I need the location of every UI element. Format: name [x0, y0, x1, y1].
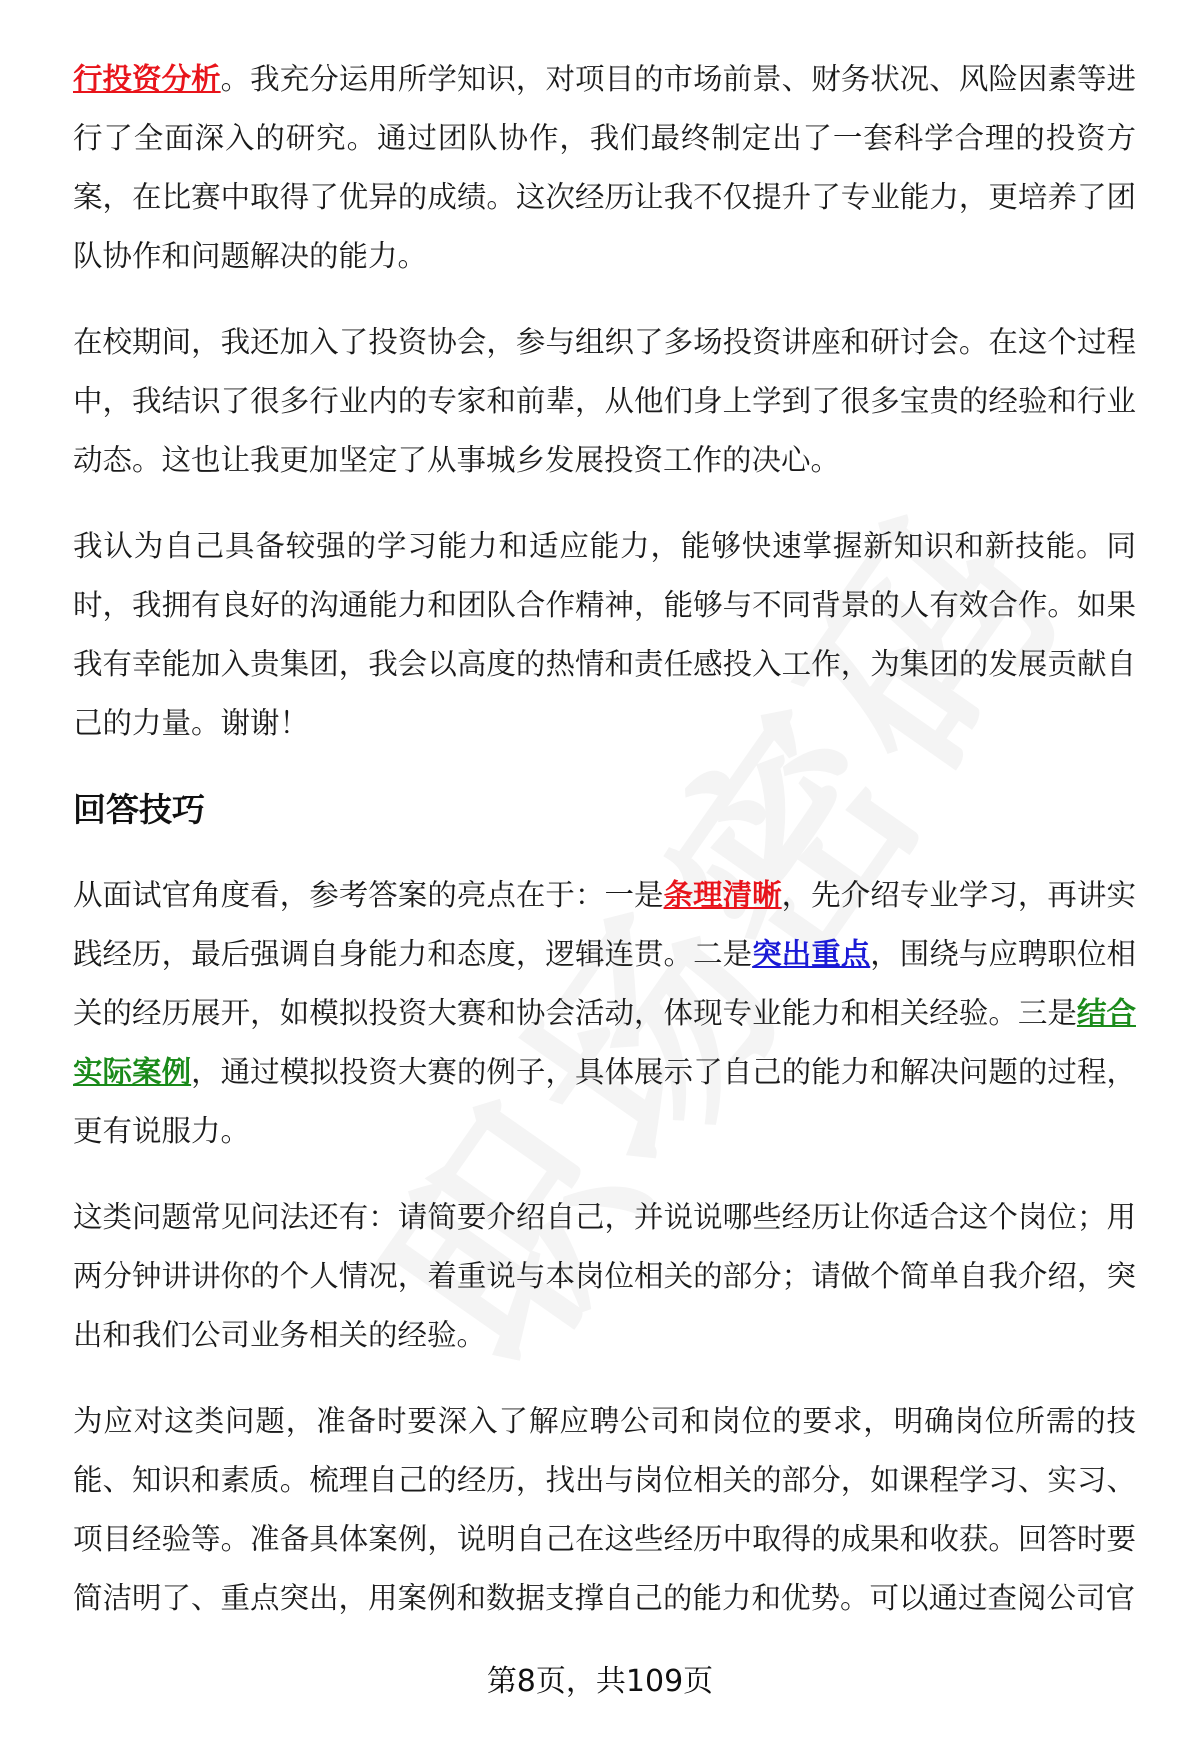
- page-number: 第8页，共109页: [486, 1664, 714, 1699]
- paragraph: [73, 50, 1136, 286]
- paragraph: 在校期间，我还加入了投资协会，参与组织了多场投资讲座和研讨会。在这个过程中，我结识了很多行业内的专家和前辈，从他们身上学到了很多宝贵的经验和行业动态。这也让我更加坚定了从事城乡发展投资工作的决心。: [73, 325, 1136, 477]
- text: ，先介绍专业学习，再讲实践经历，最后强调自身能力和态度，逻辑连贯。二是: [73, 878, 1136, 971]
- text: ，围绕与应聘职位相关的经历展开，如模拟投资大赛和协会活动，体现专业能力和相关经验。三是: [73, 937, 1136, 1030]
- text: 。我充分运用所学知识，对项目的市场前景、财务状况、风险因素等进行了全面深入的研究。通过团队协作，我们最终制定出了一套科学合理的投资方案，在比赛中取得了优异的成绩。这次经历让我不仅提升了专业能力，更培养了团队协作和问题解决的能力。: [73, 62, 1136, 273]
- section-heading: 回答技巧: [73, 790, 205, 829]
- highlight-red: 条理清晰: [663, 878, 782, 912]
- document-body: [73, 50, 1136, 1655]
- highlight-green: 结合实际案例: [73, 996, 1136, 1089]
- text: 从面试官角度看，参考答案的亮点在于：一是: [73, 878, 664, 912]
- paragraph: 我认为自己具备较强的学习能力和适应能力，能够快速掌握新知识和新技能。同时，我拥有良好的沟通能力和团队合作精神，能够与不同背景的人有效合作。如果我有幸能加入贵集团，我会以高度的热情和责任感投入工作，为集团的发展贡献自己的力量。谢谢！: [73, 529, 1136, 740]
- paragraph: 为应对这类问题，准备时要深入了解应聘公司和岗位的要求，明确岗位所需的技能、知识和素质。梳理自己的经历，找出与岗位相关的部分，如课程学习、实习、项目经验等。准备具体案例，说明自己在这些经历中取得的成果和收获。回答时要简洁明了、重点突出，用案例和数据支撑自己的能力和优势。可以通过查阅公司官: [73, 1404, 1136, 1615]
- text: ，通过模拟投资大赛的例子，具体展示了自己的能力和解决问题的过程，更有说服力。: [73, 1055, 1136, 1148]
- highlight-red: 行投资分析: [73, 62, 221, 96]
- highlight-blue: 突出重点: [752, 937, 871, 971]
- paragraph: 这类问题常见问法还有：请简要介绍自己，并说说哪些经历让你适合这个岗位；用两分钟讲讲你的个人情况，着重说与本岗位相关的部分；请做个简单自我介绍，突出和我们公司业务相关的经验。: [73, 1200, 1136, 1352]
- paragraph: [73, 866, 1136, 1161]
